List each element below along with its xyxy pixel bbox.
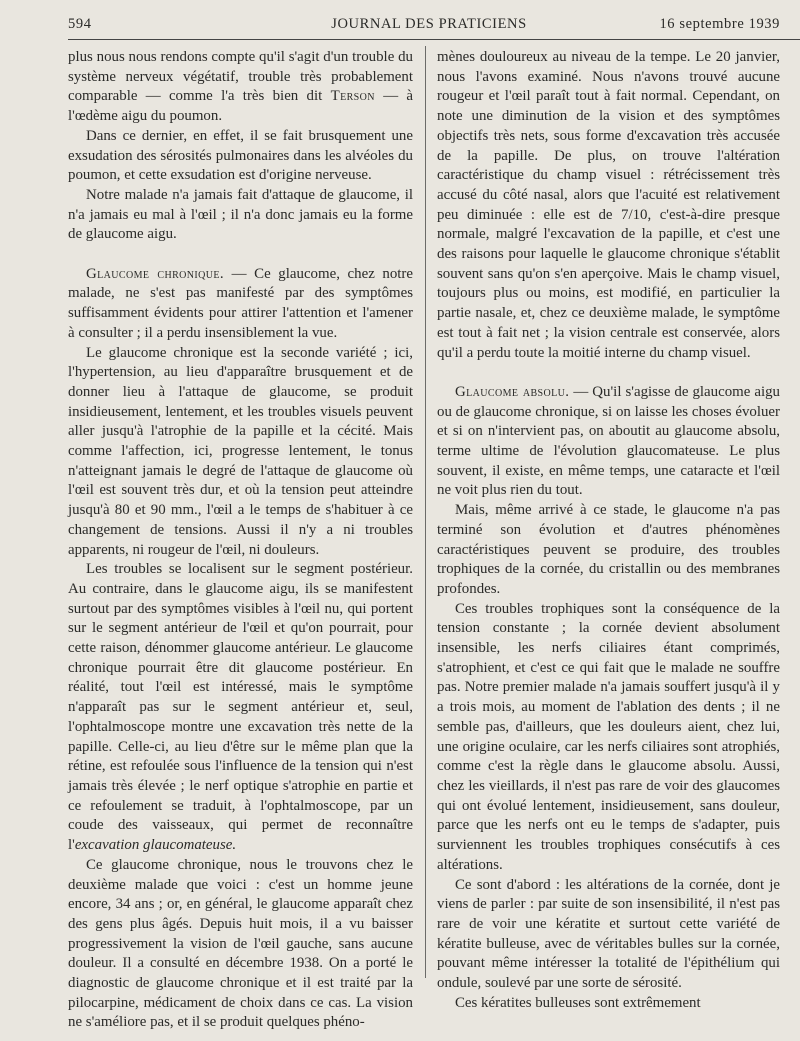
emphasis: excavation glaucomateuse. <box>74 837 237 854</box>
right-column <box>437 48 780 1013</box>
paragraph: Le glaucome chronique est la seconde variété ; ici, l'hypertension, au lieu d'apparaître brusquement et de donner lieu à l'attaque de glaucome, se produit insidieusement, lentement, et les troubles visuels peuvent aller jusqu'à l'atrophie de la papille et la cécité. Mais comme l'affection, ici, progresse lentement, le tonus n'atteignant jamais le degré de l'attaque de glaucome où l'œil est souvent très dur, et où la tension peut atteindre jusqu'à 80 et 90 mm., l'œil a le temps de s'habituer à ce changement de tensions. Aussi il n'y a ni troubles apparents, ni rougeur de l'œil, ni douleurs. <box>68 344 413 558</box>
paragraph: Ces kératites bulleuses sont extrêmement <box>455 994 701 1011</box>
page-number: 594 <box>68 16 92 32</box>
paragraph: Les troubles se localisent sur le segment postérieur. Au contraire, dans le glaucome aigu, ils se manifestent surtout par des symptômes visibles à l'œil nu, qui portent sur le segment antérieur de l'œil et qu'on pourrait, pour cette raison, dénommer glaucome antérieur. Le glaucome chronique pourrait être dit glaucome postérieur. En réalité, tout l'œil est intéressé, mais le symptôme n'apparaît pas sur le segment antérieur et, seul, l'ophtalmoscope montre une excavation très nette de la papille. Celle-ci, au lieu d'être sur le même plan que la rétine, est refoulée sous l'influence de la tension qui n'est jamais très élevée ; le nerf optique s'atrophie en partie et ce refoulement se traduit, à l'ophtalmoscope, par un coude des vaisseaux, qui permet de reconnaître l'excavation glaucomateuse. <box>68 561 413 854</box>
paragraph: Ce sont d'abord : les altérations de la cornée, dont je viens de parler : par suite de son insensibilité, il n'est pas rare de voir une kératite et surtout cette variété de kératite bulleuse, avec de véritables bulles sur la cornée, pouvant même intéresser la totalité de l'épithélium qui ondule, soulevé par une sorte de sérosité. <box>437 876 780 992</box>
section-paragraph: Glaucome absolu. — Qu'il s'agisse de glaucome aigu ou de glaucome chronique, si on laisse les choses évoluer et si on n'intervient pas, on aboutit au glaucome absolu, terme ultime de l'évolution glaucomateuse. Le plus souvent, il existe, en même temps, une cataracte et l'œil ne voit plus rien du tout. <box>437 383 780 499</box>
author-name: Terson <box>330 88 375 105</box>
section-heading: Glaucome chronique. <box>86 265 225 282</box>
header-rule <box>68 39 800 40</box>
paragraph: Ce glaucome chronique, nous le trouvons chez le deuxième malade que voici : c'est un homme jeune encore, 34 ans ; or, en général, le glaucome apparaît chez des gens plus âgés. Depuis huit mois, il a vu baisser progressivement la vision de l'œil gauche, sans aucune douleur. Il a consulté en décembre 1938. On a porté le diagnostic de glaucome chronique et il est traité par la pilocarpine, médicament de choix dans ce cas. La vision ne s'améliore pas, et il se produit quelques phéno- <box>68 856 413 1031</box>
paragraph: Notre malade n'a jamais fait d'attaque de glaucome, il n'a jamais eu mal à l'œil ; il n'a donc jamais eu la forme de glaucome aigu. <box>68 186 413 243</box>
issue-date: 16 septembre 1939 <box>659 16 780 32</box>
column-divider <box>425 46 426 978</box>
left-column <box>68 48 413 1033</box>
paragraph: Mais, même arrivé à ce stade, le glaucome n'a pas terminé son évolution et d'autres phénomènes caractéristiques peuvent se produire, des troubles trophiques de la cornée, du cristallin ou des membranes profondes. <box>437 502 780 597</box>
running-header <box>68 14 790 36</box>
journal-title: JOURNAL DES PRATICIENS <box>331 16 527 32</box>
paragraph: mènes douloureux au niveau de la tempe. Le 20 janvier, nous l'avons examiné. Nous n'avons trouvé aucune rougeur et l'œil paraît tout à fait normal. Cependant, on note une diminution de la vision et des symptômes objectifs très nets, sous forme d'excavation très accusée de la papille. De plus, on trouve l'altération caractéristique du champ visuel : rétrécissement très accusé du côté nasal, alors que l'acuité est relativement peu diminuée : elle est de 7/10, c'est-à-dire presque normale, malgré l'excavation de la papille, et c'est une des raisons pour laquelle le glaucome chronique s'établit souvent sans qu'on s'en aperçoive. Mais le champ visuel, toujours plus ou moins, est modifié, en particulier la partie nasale, et, chez ce deuxième malade, le symptôme est tout à fait net ; la vision centrale est conservée, alors qu'il a perdu toute la moitié interne du champ visuel. <box>437 49 780 361</box>
section-paragraph: Glaucome chronique. — Ce glaucome, chez notre malade, ne s'est pas manifesté par des symptômes suffisamment évidents pour attirer l'attention et l'amener à consulter ; il a perdu insensiblement la vue. <box>68 265 414 341</box>
paragraph: Ces troubles trophiques sont la conséquence de la tension constante ; la cornée devient absolument insensible, les nerfs ciliaires étant comprimés, s'atrophient, et c'est ce qui fait que le malade ne souffre pas. Notre premier malade n'a jamais souffert jusqu'à il y a trois mois, au moment de l'ablation des dents ; il ne semble pas, d'ailleurs, que les douleurs aient, chez lui, une origine oculaire, car les nerfs ciliaires sont atrophiés, comme c'est la règle dans le glaucome absolu. Aussi, chez les vieillards, il n'est pas rare de voir des glaucomes qui ont évolué lentement, insidieusement, sans douleur, parce que les nerfs ont eu le temps de s'adapter, puis surviennent les troubles trophiques consécutifs à ces altérations. <box>437 600 780 873</box>
paragraph: Dans ce dernier, en effet, il se fait brusquement une exsudation des sérosités pulmonaires dans les alvéoles du poumon, et cette exsudation est d'origine nerveuse. <box>68 127 413 184</box>
section-heading: Glaucome absolu. <box>455 383 570 400</box>
paragraph: plus nous nous rendons compte qu'il s'agit d'un trouble du système nerveux végétatif, trouble très probablement comparable — comme l'a très bien dit Terson — à l'œdème aigu du poumon. <box>68 49 413 125</box>
